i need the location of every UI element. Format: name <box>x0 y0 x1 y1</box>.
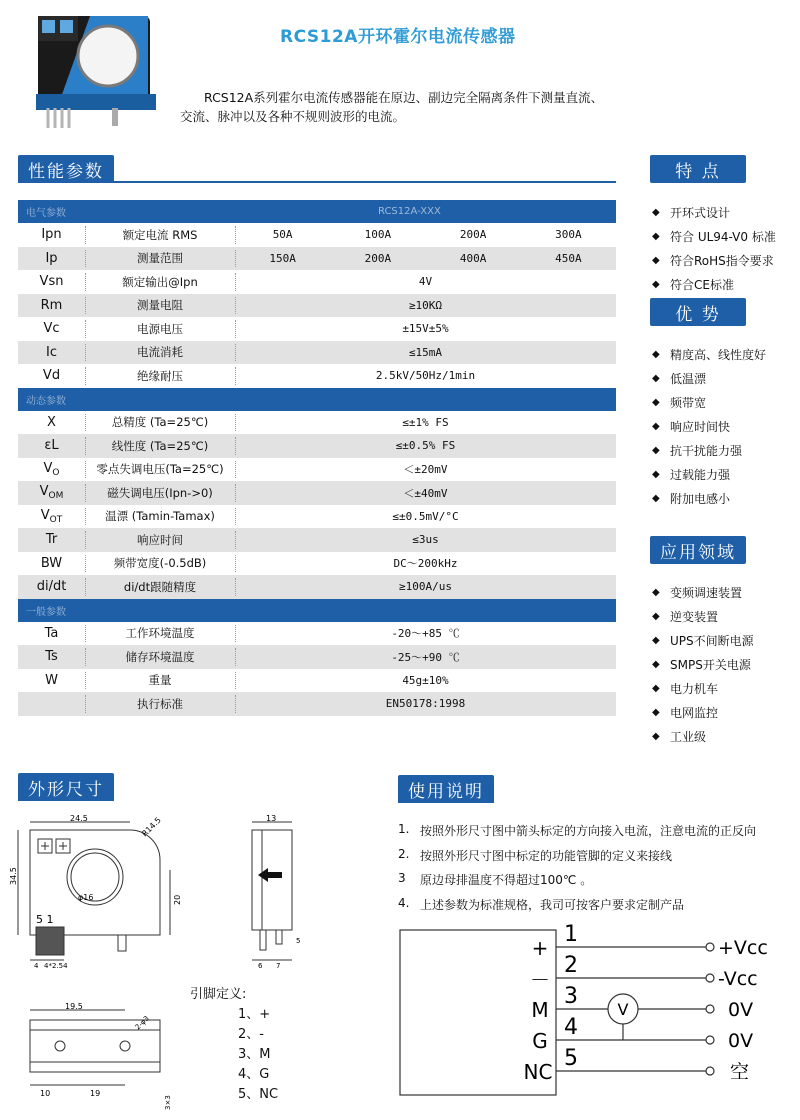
spec-name: 总精度 (Ta=25℃) <box>111 415 209 430</box>
voltmeter-label: V <box>617 1000 629 1019</box>
terminal-icon <box>706 1067 714 1075</box>
diamond-bullet-icon: ◆ <box>652 444 660 456</box>
diamond-bullet-icon: ◆ <box>652 206 660 218</box>
output-label: 0V <box>728 1030 754 1052</box>
spec-row-bw <box>18 552 616 576</box>
dim-bottom-10: 10 <box>40 1089 51 1098</box>
spec-symbol: Tr <box>45 532 58 548</box>
group-label: 电气参数 <box>26 208 66 219</box>
spec-group-general <box>18 599 616 622</box>
spec-row-vot <box>18 505 616 529</box>
diamond-bullet-icon: ◆ <box>652 706 660 718</box>
dim-hole: φ16 <box>78 893 94 902</box>
spec-value: ＜±40mV <box>403 486 448 500</box>
list-item: ◆ 频带宽 <box>652 395 707 410</box>
list-item: ◆ 符合CE标准 <box>652 277 734 292</box>
usage-list <box>398 822 756 920</box>
spec-row-vom <box>18 481 616 505</box>
list-item: ◆ 逆变装置 <box>652 609 719 624</box>
spec-value: 100A <box>364 228 392 242</box>
pin-number: 4 <box>564 1015 578 1040</box>
spec-symbol: Ic <box>46 344 57 360</box>
diamond-bullet-icon: ◆ <box>652 230 660 242</box>
spec-row-std <box>18 692 616 716</box>
page-title: RCS12A开环霍尔电流传感器 <box>280 27 516 47</box>
section-advantages: 优 势 <box>650 298 746 326</box>
spec-symbol: di/dt <box>36 579 67 595</box>
spec-name: 响应时间 <box>137 532 183 547</box>
spec-row-ts <box>18 645 616 669</box>
pin-definition <box>190 985 278 1105</box>
spec-value: EN50178:1998 <box>385 697 466 711</box>
list-item: 3 原边母排温度不得超过100℃ 。 <box>398 871 593 887</box>
list-item: ◆ 抗干扰能力强 <box>652 443 743 458</box>
spec-name: di/dt跟随精度 <box>123 579 197 594</box>
pin-label: M <box>531 998 549 1022</box>
section-applications: 应用领域 <box>650 536 746 564</box>
spec-symbol: W <box>45 672 58 688</box>
dimension-drawing-side <box>240 815 320 975</box>
spec-symbol: Vd <box>42 368 61 384</box>
pin-number: 1 <box>564 922 578 947</box>
list-item: ◆ 过载能力强 <box>652 467 731 482</box>
output-label: 空 <box>730 1061 750 1083</box>
dim-height-20: 20 <box>173 894 182 905</box>
diamond-bullet-icon: ◆ <box>652 634 660 646</box>
spec-name: 储存环境温度 <box>125 649 195 664</box>
diamond-bullet-icon: ◆ <box>652 348 660 360</box>
dim-radius: R14.5 <box>140 815 163 839</box>
pin-numbers: 5 1 <box>36 913 54 926</box>
spec-symbol: Ipn <box>41 227 62 243</box>
list-item: 1. 按照外形尺寸图中箭头标定的方向接入电流，注意电流的正反向 <box>398 822 757 838</box>
spec-value: ≤±0.5mV/°C <box>392 509 459 523</box>
spec-values <box>235 228 616 241</box>
spec-value: -25～+90 ℃ <box>391 650 460 664</box>
spec-value: -20～+85 ℃ <box>391 627 460 641</box>
list-item: ◆ UPS不间断电源 <box>652 633 754 648</box>
pin-def-item: 1、+ <box>238 1007 271 1022</box>
spec-name: 电流消耗 <box>137 345 183 360</box>
diamond-bullet-icon: ◆ <box>652 372 660 384</box>
spec-value: ≤±0.5% FS <box>395 439 456 453</box>
dim-pitch: 4*2.54 <box>44 962 68 970</box>
dim-bottom-width: 19.5 <box>65 1002 83 1011</box>
dim-bottom-3x3: 3×3 <box>164 1095 172 1110</box>
output-label: -Vcc <box>718 968 758 990</box>
terminal-icon <box>706 974 714 982</box>
spec-row-vc <box>18 317 616 341</box>
spec-name: 磁失调电压(Ipn->0) <box>107 485 213 500</box>
spec-group-accuracy <box>18 388 616 411</box>
diamond-bullet-icon: ◆ <box>652 586 660 598</box>
diamond-bullet-icon: ◆ <box>652 396 660 408</box>
spec-value: ≥10KΩ <box>408 298 443 312</box>
diamond-bullet-icon: ◆ <box>652 254 660 266</box>
spec-value: 450A <box>555 251 582 265</box>
spec-value: ≤15mA <box>408 345 443 359</box>
pin-label: NC <box>523 1060 553 1084</box>
diamond-bullet-icon: ◆ <box>652 278 660 290</box>
spec-row-vd <box>18 364 616 388</box>
diamond-bullet-icon: ◆ <box>652 492 660 504</box>
diamond-bullet-icon: ◆ <box>652 682 660 694</box>
spec-name: 额定输出@Ipn <box>122 274 198 289</box>
terminal-icon <box>706 1036 714 1044</box>
spec-symbol: $V_{OM}$ <box>39 484 64 502</box>
group-label: 动态参数 <box>26 395 66 407</box>
section-performance-line <box>18 181 616 183</box>
model-label: RCS12A-XXX <box>378 206 441 217</box>
spec-row-ic <box>18 341 616 365</box>
spec-row-x <box>18 411 616 435</box>
spec-values <box>235 252 616 265</box>
list-item: ◆ 电力机车 <box>652 681 719 696</box>
spec-row-ip <box>18 247 616 271</box>
spec-row-w <box>18 669 616 693</box>
spec-symbol: Ip <box>45 250 58 266</box>
list-item: ◆ 开环式设计 <box>652 205 731 220</box>
spec-value: 200A <box>459 228 487 242</box>
section-dimensions-line <box>18 799 114 801</box>
applications-list <box>652 580 754 748</box>
section-performance: 性能参数 <box>18 155 114 183</box>
dim-side-width: 13 <box>266 814 277 823</box>
spec-name: 绝缘耐压 <box>137 368 183 383</box>
list-item: ◆ 响应时间快 <box>652 419 731 434</box>
spec-symbol: Ta <box>44 625 59 641</box>
spec-value: ＜±20mV <box>403 463 448 477</box>
spec-symbol: BW <box>40 555 63 571</box>
dimension-drawing-bottom <box>10 1000 180 1115</box>
dim-holes: 2-φ3 <box>133 1014 151 1032</box>
spec-symbol: X <box>47 414 56 430</box>
pin-def-item: 3、M <box>238 1047 271 1062</box>
diamond-bullet-icon: ◆ <box>652 730 660 742</box>
list-item: ◆ 符合 UL94-V0 标准 <box>652 229 776 244</box>
pin-def-item: 4、G <box>238 1067 270 1082</box>
terminal-icon <box>706 943 714 951</box>
spec-row-rm <box>18 294 616 318</box>
spec-row-ipn <box>18 223 616 247</box>
pin-def-title: 引脚定义: <box>190 987 247 1002</box>
spec-row-tr <box>18 528 616 552</box>
dim-4: 4 <box>34 962 39 970</box>
spec-name: 零点失调电压(Ta=25℃) <box>96 462 224 477</box>
list-item: ◆ 变频调速装置 <box>652 585 743 600</box>
spec-value: 150A <box>269 251 296 265</box>
pin-number: 3 <box>564 984 578 1009</box>
pin-number: 5 <box>564 1046 578 1071</box>
spec-value: 4V <box>418 275 433 289</box>
spec-value: DC～200kHz <box>393 557 458 571</box>
spec-symbol: εL <box>44 438 59 454</box>
product-photo <box>20 8 170 133</box>
spec-value: 50A <box>272 228 293 242</box>
group-label: 一般参数 <box>26 606 66 618</box>
spec-symbol: $V_O$ <box>43 460 60 478</box>
spec-name: 温漂 (Tamin-Tamax) <box>105 509 215 524</box>
spec-value: ≤±1% FS <box>402 415 449 429</box>
list-item: ◆ 低温漂 <box>652 371 707 386</box>
spec-value: 200A <box>364 251 392 265</box>
pin-label: － <box>530 968 550 992</box>
spec-name: 工作环境温度 <box>125 626 195 641</box>
diamond-bullet-icon: ◆ <box>652 610 660 622</box>
pin-label: G <box>532 1029 548 1053</box>
dim-side-7: 7 <box>276 962 281 970</box>
wiring-diagram <box>398 915 790 1100</box>
dim-height: 34.5 <box>9 867 18 885</box>
spec-row-didt <box>18 575 616 599</box>
spec-group-electrical <box>18 200 616 223</box>
dimension-drawing-front <box>10 815 195 975</box>
list-item: ◆ 工业级 <box>652 729 707 744</box>
spec-table <box>18 200 616 716</box>
list-item: ◆ 精度高、线性度好 <box>652 347 767 362</box>
spec-name: 频带宽度(-0.5dB) <box>113 556 207 571</box>
list-item: ◆ 符合RoHS指令要求 <box>652 253 774 268</box>
spec-symbol: Vc <box>43 321 60 337</box>
spec-name: 重量 <box>148 673 172 688</box>
spec-row-el <box>18 434 616 458</box>
section-features: 特 点 <box>650 155 746 183</box>
diamond-bullet-icon: ◆ <box>652 468 660 480</box>
spec-value: 45g±10% <box>402 673 449 687</box>
list-item: 4. 上述参数为标准规格，我司可按客户要求定制产品 <box>398 895 685 912</box>
pin-def-item: 5、NC <box>238 1087 279 1102</box>
dim-side-5: 5 <box>296 937 301 945</box>
spec-value: 400A <box>459 251 487 265</box>
spec-name: 执行标准 <box>137 696 183 711</box>
pin-label: + <box>531 936 549 960</box>
list-item: ◆ 电网监控 <box>652 705 719 720</box>
spec-name: 测量范围 <box>137 251 183 266</box>
spec-name: 额定电流 RMS <box>122 227 198 242</box>
list-item: 2. 按照外形尺寸图中标定的功能管脚的定义来接线 <box>398 846 673 863</box>
spec-name: 测量电阻 <box>137 298 183 313</box>
spec-value: 2.5kV/50Hz/1min <box>375 369 476 383</box>
dim-width: 24.5 <box>70 814 88 823</box>
diamond-bullet-icon: ◆ <box>652 420 660 432</box>
pin-number: 2 <box>564 953 578 978</box>
terminal-icon <box>706 1005 714 1013</box>
spec-value: ±15V±5% <box>402 322 449 336</box>
spec-symbol: Ts <box>45 649 58 665</box>
spec-row-vo <box>18 458 616 482</box>
spec-name: 线性度 (Ta=25℃) <box>111 438 209 453</box>
section-usage: 使用说明 <box>398 775 494 803</box>
spec-symbol: Vsn <box>39 274 64 290</box>
advantages-list <box>652 342 766 510</box>
spec-row-vsn <box>18 270 616 294</box>
pin-def-item: 2、- <box>238 1027 264 1042</box>
output-label: +Vcc <box>718 937 768 959</box>
list-item: ◆ SMPS开关电源 <box>652 657 751 672</box>
spec-value: ≥100A/us <box>399 580 452 594</box>
list-item: ◆ 附加电感小 <box>652 491 731 506</box>
dim-side-6: 6 <box>258 962 263 970</box>
section-dimensions: 外形尺寸 <box>18 773 114 801</box>
features-list <box>652 200 776 296</box>
output-label: 0V <box>728 999 754 1021</box>
spec-symbol: Rm <box>40 297 63 313</box>
diamond-bullet-icon: ◆ <box>652 658 660 670</box>
spec-symbol: $V_{OT}$ <box>40 507 63 525</box>
spec-value: ≤3us <box>412 533 439 547</box>
spec-value: 300A <box>555 228 582 242</box>
spec-row-ta <box>18 622 616 646</box>
spec-name: 电源电压 <box>137 321 183 336</box>
dim-bottom-19: 19 <box>90 1089 101 1098</box>
intro-text: RCS12A系列霍尔电流传感器能在原边、副边完全隔离条件下测量直流、交流、脉冲以及各种不规则波形的电流。 <box>180 90 604 124</box>
section-usage-line <box>398 801 494 803</box>
